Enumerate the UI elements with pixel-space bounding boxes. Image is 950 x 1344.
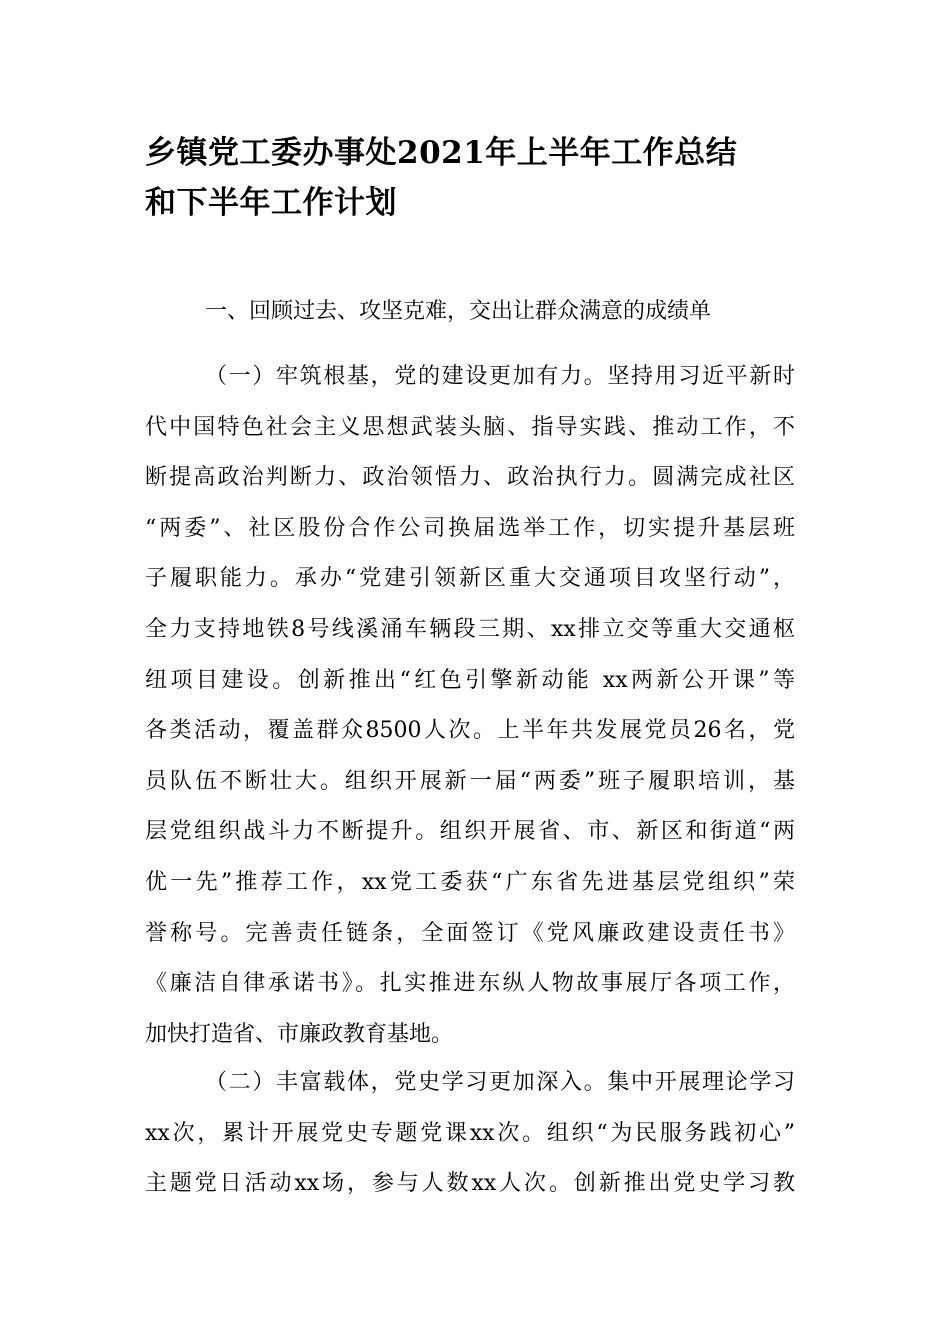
paragraph-line: （二）丰富载体，党史学习更加深入。集中开展理论学习 xyxy=(205,1070,795,1095)
section-heading: 一、回顾过去、攻坚克难，交出让群众满意的成绩单 xyxy=(205,299,712,324)
paragraph-line: 断提高政治判断力、政治领悟力、政治执行力。圆满完成社区 xyxy=(145,465,795,491)
paragraph-line: 优一先”推荐工作，xx党工委获“广东省先进基层党组织”荣 xyxy=(145,869,795,895)
paragraph-line: 《廉洁自律承诺书》。扎实推进东纵人物故事展厅各项工作， xyxy=(145,971,795,997)
paragraph-line: 纽项目建设。创新推出“红色引擎新动能 xx两新公开课”等 xyxy=(145,667,795,693)
paragraph-line: 加快打造省、市廉政教育基地。 xyxy=(145,1021,454,1047)
title-line-1: 乡镇党工委办事处2021年上半年工作总结 xyxy=(145,135,738,171)
paragraph-line: 主题党日活动xx场，参与人数xx人次。创新推出党史学习教 xyxy=(145,1171,795,1197)
title-line-2: 和下半年工作计划 xyxy=(145,185,397,221)
paragraph-line: （一）牢筑根基，党的建设更加有力。坚持用习近平新时 xyxy=(205,364,795,389)
paragraph-line: 层党组织战斗力不断提升。组织开展省、市、新区和街道“两 xyxy=(145,819,795,845)
document-title xyxy=(145,128,825,228)
paragraph-line: 全力支持地铁8号线溪涌车辆段三期、xx排立交等重大交通枢 xyxy=(145,616,795,642)
paragraph-line: 代中国特色社会主义思想武装头脑、指导实践、推动工作，不 xyxy=(145,414,795,440)
paragraph-party-building xyxy=(145,352,795,1060)
paragraph-line: 誉称号。完善责任链条，全面签订《党风廉政建设责任书》 xyxy=(145,920,795,946)
paragraph-line: 员队伍不断壮大。组织开展新一届“两委”班子履职培训，基 xyxy=(145,768,795,794)
paragraph-line: 各类活动，覆盖群众8500人次。上半年共发展党员26名，党 xyxy=(145,718,795,744)
paragraph-line: xx次，累计开展党史专题党课xx次。组织“为民服务践初心” xyxy=(145,1120,795,1146)
paragraph-party-history xyxy=(145,1058,795,1210)
paragraph-line: “两委”、社区股份合作公司换届选举工作，切实提升基层班 xyxy=(145,515,795,541)
paragraph-line: 子履职能力。承办“党建引领新区重大交通项目攻坚行动”， xyxy=(145,566,795,592)
